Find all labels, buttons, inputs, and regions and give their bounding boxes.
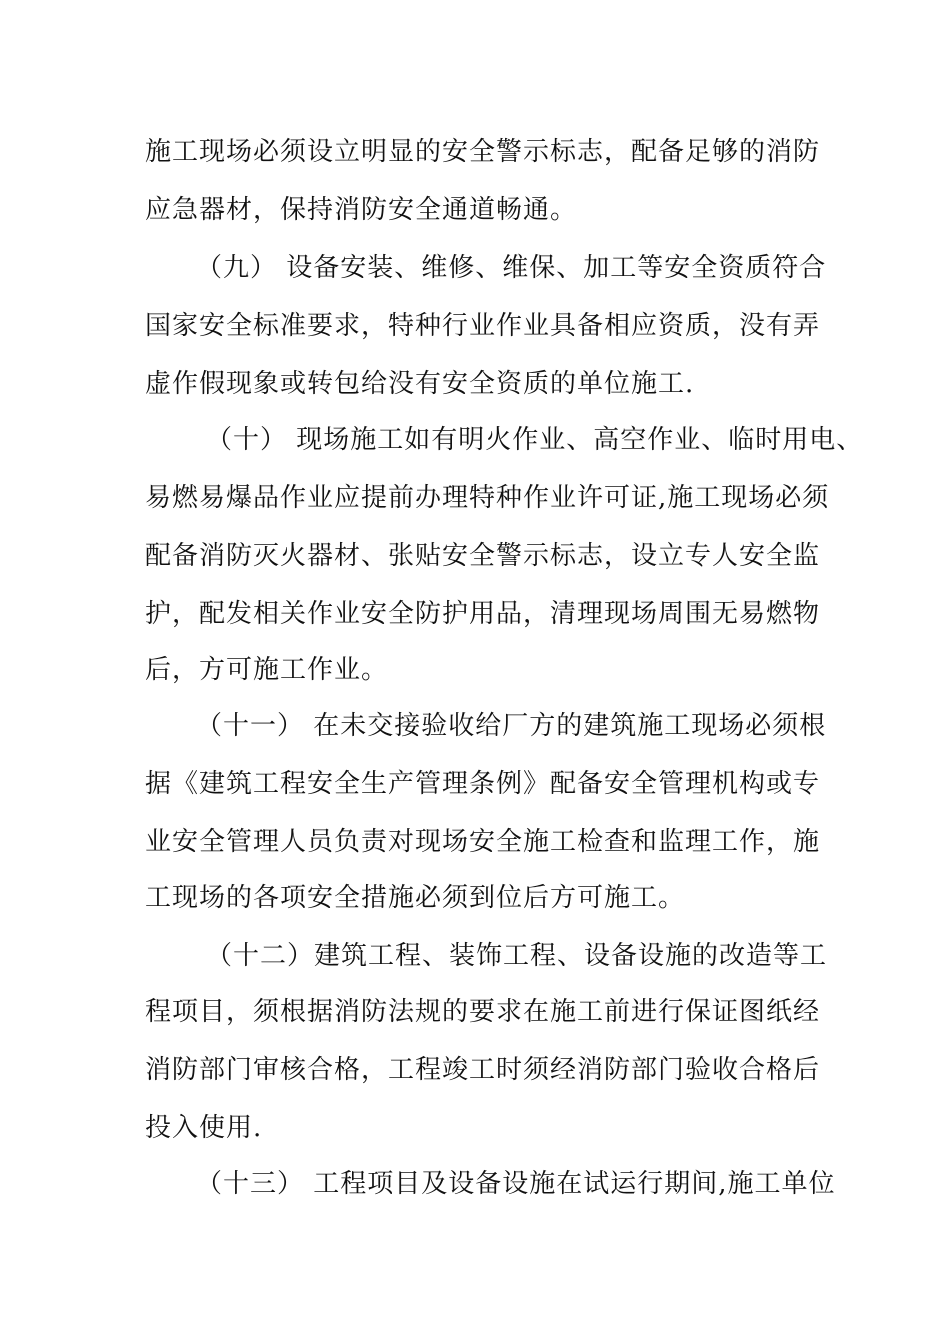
- body-text-line: 据《建筑工程安全生产管理条例》配备安全管理机构或专: [145, 769, 821, 799]
- paragraph-heading-line: （十） 现场施工如有明火作业、高空作业、临时用电、: [206, 425, 864, 455]
- body-text-line: 配备消防灭火器材、张贴安全警示标志，设立专人安全监: [145, 541, 821, 571]
- paragraph-heading-line: （十三） 工程项目及设备设施在试运行期间,施工单位: [196, 1169, 836, 1199]
- body-text-line: 程项目，须根据消防法规的要求在施工前进行保证图纸经: [145, 997, 821, 1027]
- paragraph-heading-line: （十二）建筑工程、装饰工程、设备设施的改造等工: [206, 941, 828, 971]
- body-text-line: 易燃易爆品作业应提前办理特种作业许可证,施工现场必须: [145, 483, 830, 513]
- body-text-line: 虚作假现象或转包给没有安全资质的单位施工.: [145, 369, 695, 399]
- paragraph-heading-line: （十一） 在未交接验收给厂方的建筑施工现场必须根: [196, 711, 827, 741]
- body-text-line: 后，方可施工作业。: [145, 655, 389, 685]
- body-text-line: 工现场的各项安全措施必须到位后方可施工。: [145, 883, 686, 913]
- body-text-line: 国家安全标准要求，特种行业作业具备相应资质，没有弄: [145, 311, 821, 341]
- body-text-line: 应急器材，保持消防安全通道畅通。: [145, 195, 578, 225]
- body-text-line: 护，配发相关作业安全防护用品，清理现场周围无易燃物: [145, 599, 821, 629]
- body-text-line: 投入使用.: [145, 1113, 263, 1143]
- body-text-line: 施工现场必须设立明显的安全警示标志，配备足够的消防: [145, 137, 821, 167]
- paragraph-heading-line: （九） 设备安装、维修、维保、加工等安全资质符合: [196, 253, 827, 283]
- body-text-line: 消防部门审核合格，工程竣工时须经消防部门验收合格后: [145, 1055, 821, 1085]
- body-text-line: 业安全管理人员负责对现场安全施工检查和监理工作，施: [145, 827, 821, 857]
